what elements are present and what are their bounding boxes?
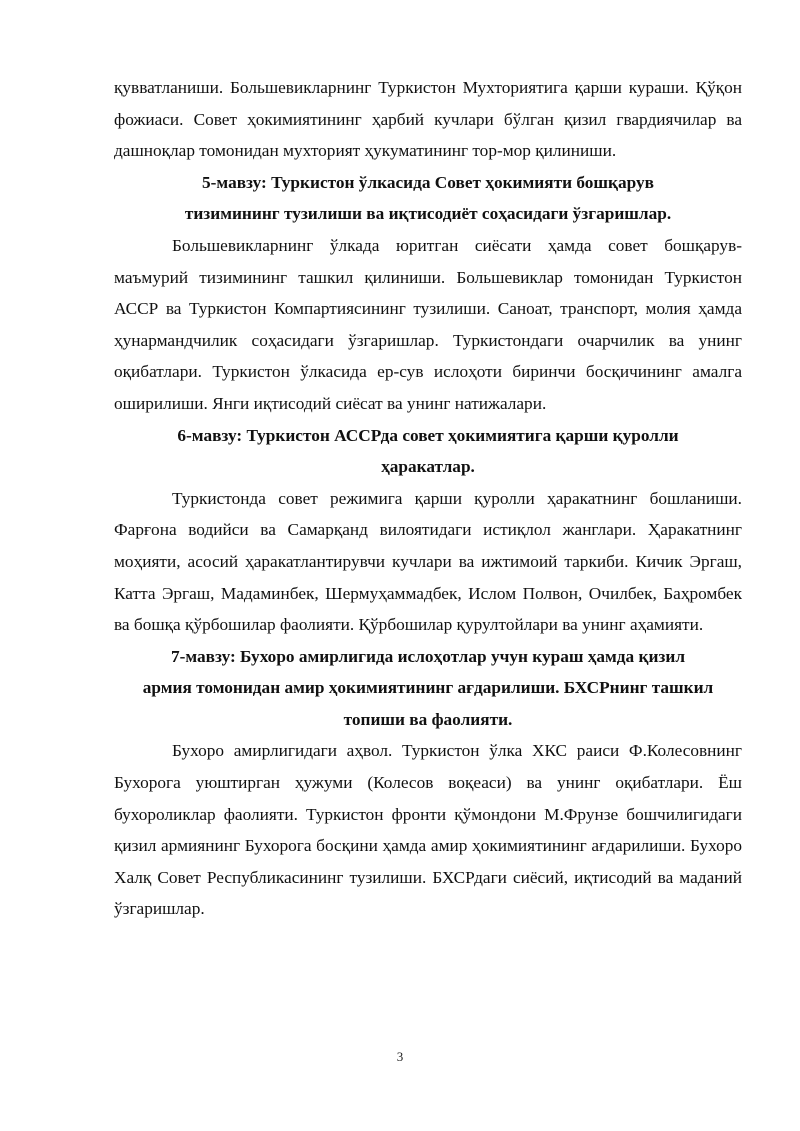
intro-paragraph: қувватланиши. Большевикларнинг Туркистон Мухториятига қарши кураши. Қўқон фожиаси. Совет ҳокимиятининг ҳарбий кучлари бўлган қизил гвардиячилар ва дашноқлар томонидан мухторият ҳукуматининг тор-мор қилиниши.: [114, 78, 742, 161]
topic-7-heading-line-3: топиши ва фаолияти.: [343, 709, 513, 729]
topic-7-heading-line-2: армия томонидан амир ҳокимиятининг ағдарилиши. БХСРнинг ташкил: [142, 678, 714, 698]
topic-5-heading: [114, 167, 742, 230]
topic-5-heading-line-1: 5-мавзу: Туркистон ўлкасида Совет ҳокимияти бошқарув: [202, 172, 654, 192]
topic-7-heading-line-1: 7-мавзу: Бухоро амирлигида ислоҳотлар учун кураш ҳамда қизил: [170, 646, 686, 666]
page-number: 3: [396, 1049, 404, 1064]
topic-5-body: Большевикларнинг ўлкада юритган сиёсати ҳамда совет бошқарув-маъмурий тизимининг ташкил қилиниши. Большевиклар томонидан Туркистон АССР ва Туркистон Компартиясининг тузилиши. Саноат, транспорт, молия ҳамда ҳунармандчилик соҳасидаги ўзгаришлар. Туркистондаги очарчилик ва унинг оқибатлари. Туркистон ўлкасида ер-сув ислоҳоти биринчи босқичининг амалга оширилиши. Янги иқтисодий сиёсат ва унинг натижалари.: [114, 235, 742, 413]
topic-5-heading-line-2: тизимининг тузилиши ва иқтисодиёт соҳасидаги ўзгаришлар.: [184, 204, 672, 224]
topic-6-heading-line-2: ҳаракатлар.: [381, 457, 475, 477]
topic-6-heading-line-1: 6-мавзу: Туркистон АССРда совет ҳокимиятига қарши қуролли: [177, 425, 679, 445]
page-content: [114, 72, 742, 925]
topic-7-body: Бухоро амирлигидаги аҳвол. Туркистон ўлка ХКС раиси Ф.Колесовнинг Бухорога уюштирган ҳужуми (Колесов воқеаси) ва унинг оқибатлари. Ёш бухороликлар фаолияти. Туркистон фронти қўмондони М.Фрунзе бошчилигидаги қизил армиянинг Бухорога босқини ҳамда амир ҳокимиятининг ағдарилиши. Бухоро Халқ Совет Республикасининг тузилиши. БХСРдаги сиёсий, иқтисодий ва маданий ўзгаришлар.: [114, 741, 742, 919]
topic-6-heading: [114, 420, 742, 483]
topic-7-heading: [114, 641, 742, 736]
topic-6-body: Туркистонда совет режимига қарши қуролли ҳаракатнинг бошланиши. Фарғона водийси ва Самарқанд вилоятидаги истиқлол жанглари. Ҳаракатнинг моҳияти, асосий ҳаракатлантирувчи кучлари ва ижтимоий таркиби. Кичик Эргаш, Катта Эргаш, Мадаминбек, Шермуҳаммадбек, Ислом Полвон, Очилбек, Баҳромбек ва бошқа қўрбошилар фаолияти. Қўрбошилар қурултойлари ва унинг аҳамияти.: [114, 488, 742, 635]
